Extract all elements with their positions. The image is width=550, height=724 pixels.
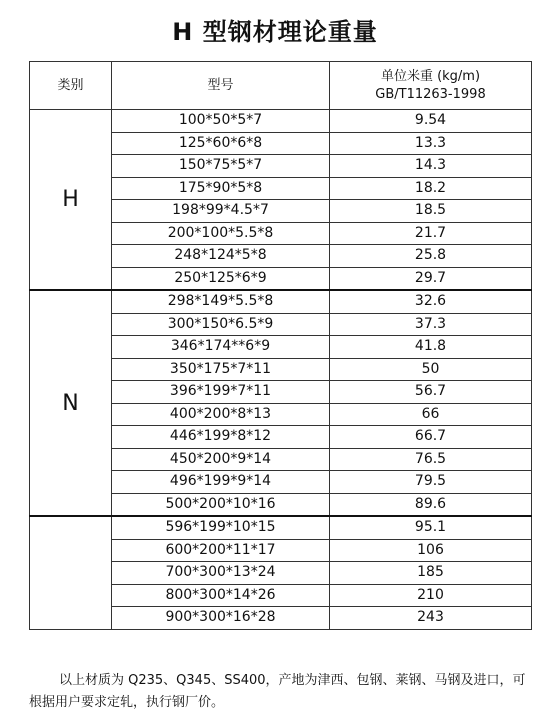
weight-cell: 76.5 — [330, 448, 532, 471]
weight-cell: 106 — [330, 539, 532, 562]
model-cell: 596*199*10*15 — [112, 516, 330, 539]
weight-cell: 25.8 — [330, 245, 532, 268]
weight-cell: 56.7 — [330, 381, 532, 404]
weight-cell: 41.8 — [330, 336, 532, 359]
model-cell: 600*200*11*17 — [112, 539, 330, 562]
weight-cell: 79.5 — [330, 471, 532, 494]
header-weight-unit: 单位米重 (kg/m) — [380, 68, 481, 84]
model-cell: 200*100*5.5*8 — [112, 222, 330, 245]
model-cell: 300*150*6.5*9 — [112, 313, 330, 336]
model-cell: 400*200*8*13 — [112, 403, 330, 426]
weight-cell: 18.5 — [330, 200, 532, 223]
weight-cell: 243 — [330, 607, 532, 630]
page-title: H 型钢材理论重量 — [172, 18, 378, 46]
model-cell: 800*300*14*26 — [112, 584, 330, 607]
weight-cell: 29.7 — [330, 267, 532, 290]
model-cell: 150*75*5*7 — [112, 155, 330, 178]
table-row — [30, 516, 532, 539]
footer-note: 以上材质为 Q235、Q345、SS400，产地为津西、包钢、莱钢、马钢及进口，可根据用户要求定轧，执行钢厂价。 — [29, 673, 526, 710]
header-weight-standard: GB/T11263-1998 — [375, 86, 486, 102]
weight-cell: 13.3 — [330, 132, 532, 155]
weight-cell: 89.6 — [330, 493, 532, 516]
model-cell: 175*90*5*8 — [112, 177, 330, 200]
weight-cell: 66.7 — [330, 426, 532, 449]
weight-cell: 18.2 — [330, 177, 532, 200]
weight-cell: 95.1 — [330, 516, 532, 539]
table-row — [30, 290, 532, 313]
model-cell: 496*199*9*14 — [112, 471, 330, 494]
model-cell: 250*125*6*9 — [112, 267, 330, 290]
weight-cell: 66 — [330, 403, 532, 426]
model-cell: 396*199*7*11 — [112, 381, 330, 404]
table-body — [30, 110, 532, 630]
weight-cell: 185 — [330, 562, 532, 585]
model-cell: 450*200*9*14 — [112, 448, 330, 471]
header-row — [30, 62, 532, 110]
weight-cell: 37.3 — [330, 313, 532, 336]
model-cell: 700*300*13*24 — [112, 562, 330, 585]
model-cell: 346*174**6*9 — [112, 336, 330, 359]
header-model: 型号 — [112, 62, 330, 110]
model-cell: 298*149*5.5*8 — [112, 290, 330, 313]
weight-cell: 21.7 — [330, 222, 532, 245]
model-cell: 500*200*10*16 — [112, 493, 330, 516]
model-cell: 100*50*5*7 — [112, 110, 330, 133]
category-cell — [30, 516, 112, 629]
model-cell: 350*175*7*11 — [112, 358, 330, 381]
weight-cell: 9.54 — [330, 110, 532, 133]
weight-cell: 32.6 — [330, 290, 532, 313]
category-cell: H — [30, 110, 112, 291]
header-weight — [330, 62, 532, 110]
table-row — [30, 110, 532, 133]
model-cell: 125*60*6*8 — [112, 132, 330, 155]
model-cell: 446*199*8*12 — [112, 426, 330, 449]
weight-cell: 50 — [330, 358, 532, 381]
weight-cell: 210 — [330, 584, 532, 607]
model-cell: 198*99*4.5*7 — [112, 200, 330, 223]
category-cell: N — [30, 290, 112, 516]
model-cell: 248*124*5*8 — [112, 245, 330, 268]
model-cell: 900*300*16*28 — [112, 607, 330, 630]
header-category: 类别 — [30, 62, 112, 110]
weight-table — [29, 61, 532, 630]
weight-cell: 14.3 — [330, 155, 532, 178]
